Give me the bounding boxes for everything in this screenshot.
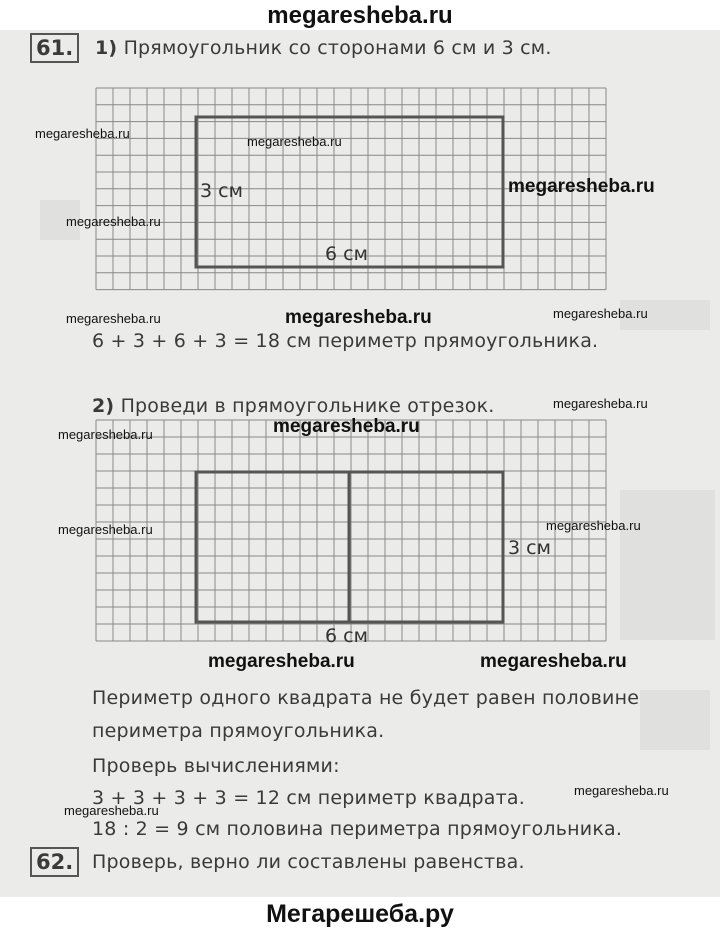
site-title: megaresheba.ru: [267, 2, 453, 29]
answer-line-1: Периметр одного квадрата не будет равен половине: [92, 687, 640, 709]
rect1-height-label: 3 см: [200, 180, 243, 202]
watermark: megaresheba.ru: [553, 396, 648, 411]
part2-heading: [92, 395, 495, 417]
half-perimeter-calc: 18 : 2 = 9 см половина периметра прямоугольника.: [92, 818, 623, 840]
exercise-62-number: 62.: [30, 847, 79, 877]
watermark: megaresheba.ru: [64, 803, 159, 818]
watermark: megaresheba.ru: [35, 126, 130, 141]
part2-text: Проведи в прямоугольнике отрезок.: [120, 395, 495, 417]
watermark: megaresheba.ru: [553, 306, 648, 321]
watermark: megaresheba.ru: [480, 651, 627, 672]
answer-line-2: периметра прямоугольника.: [92, 720, 385, 742]
watermark: megaresheba.ru: [208, 651, 355, 672]
site-footer-title: Мегарешеба.ру: [266, 900, 454, 928]
watermark: megaresheba.ru: [66, 214, 161, 229]
watermark: megaresheba.ru: [273, 416, 420, 437]
watermark: megaresheba.ru: [58, 522, 153, 537]
exercise-62-text: Проверь, верно ли составлены равенства.: [92, 851, 525, 873]
square-perimeter-calc: 3 + 3 + 3 + 3 = 12 см периметр квадрата.: [92, 787, 526, 809]
rect2-height-label: 3 см: [508, 537, 551, 559]
watermark: megaresheba.ru: [546, 518, 641, 533]
watermark: megaresheba.ru: [508, 176, 655, 197]
part1-text: Прямоугольник со сторонами 6 см и 3 см.: [123, 37, 552, 59]
watermark: megaresheba.ru: [285, 307, 432, 328]
part2-num: 2): [92, 395, 115, 417]
exercise-61-number: 61.: [30, 33, 79, 63]
part1-num: 1): [95, 37, 118, 59]
watermark: megaresheba.ru: [247, 134, 342, 149]
part1-calculation: 6 + 3 + 6 + 3 = 18 см периметр прямоугольника.: [92, 330, 599, 352]
watermark: megaresheba.ru: [58, 427, 153, 442]
check-label: Проверь вычислениями:: [92, 755, 340, 777]
grid-2: [96, 420, 606, 641]
watermark: megaresheba.ru: [66, 311, 161, 326]
rect1-width-label: 6 см: [325, 243, 368, 265]
rect2-width-label: 6 см: [325, 625, 368, 647]
watermark: megaresheba.ru: [574, 783, 669, 798]
